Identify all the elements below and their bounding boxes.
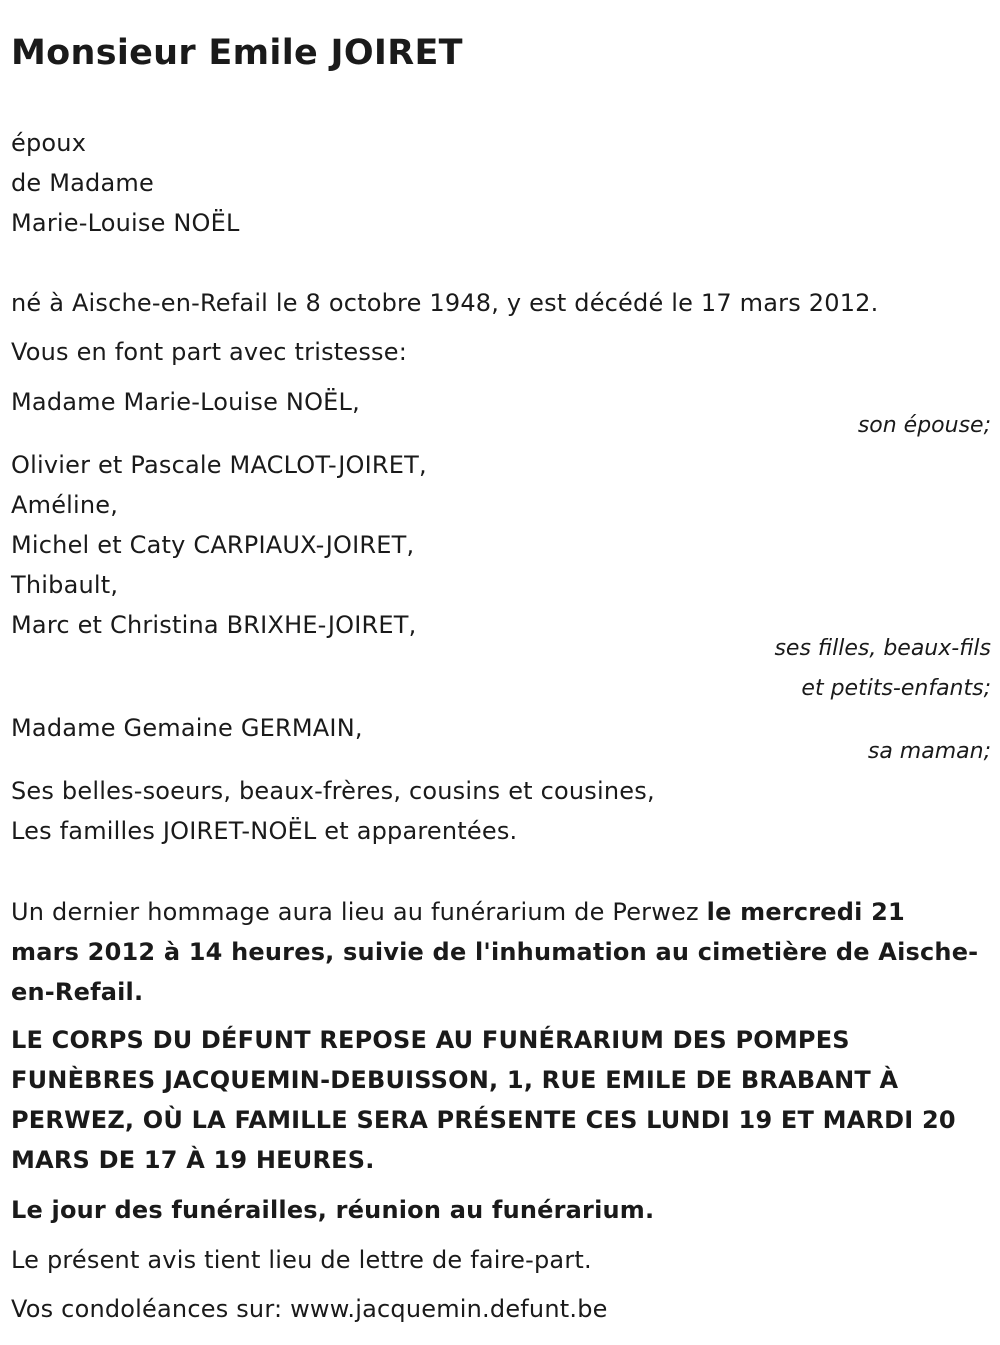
spouse-intro-line-1: époux xyxy=(11,129,87,157)
viewing-paragraph: LE CORPS DU DÉFUNT REPOSE AU FUNÉRARIUM DES POMPES FUNÈBRES JACQUEMIN-DEBUISSON, 1, RUE EMILE DE BRABANT À PERWEZ, OÙ LA FAMILLE SERA PRÉSENTE CES LUNDI 19 ET MARDI 20 MARS DE 17 À 19 HEURES. xyxy=(11,1026,956,1174)
wife-name: Madame Marie-Louise NOËL, xyxy=(11,388,360,416)
wife-role: son épouse; xyxy=(857,413,991,438)
spouse-intro-line-3: Marie-Louise NOËL xyxy=(11,209,240,237)
ceremony-details: le mercredi 21 mars 2012 à 14 heures, suivie de l'inhumation au cimetière de Aische-en-Refail. xyxy=(11,898,979,1006)
deceased-name: Monsieur Emile JOIRET xyxy=(11,33,463,73)
condolences-line: Vos condoléances sur: www.jacquemin.defunt.be xyxy=(11,1295,608,1323)
spouse-intro-line-2: de Madame xyxy=(11,169,154,197)
funeral-meeting-line: Le jour des funérailles, réunion au funérarium. xyxy=(11,1196,655,1224)
children-role-line-1: ses filles, beaux-fils xyxy=(774,636,991,661)
mother-name: Madame Gemaine GERMAIN, xyxy=(11,714,363,742)
ceremony-intro: Un dernier hommage aura lieu au funérarium de Perwez xyxy=(11,898,707,926)
children-role-line-2: et petits-enfants; xyxy=(801,676,991,701)
birth-death-line: né à Aische-en-Refail le 8 octobre 1948, y est décédé le 17 mars 2012. xyxy=(11,289,879,317)
child-line-2: Améline, xyxy=(11,491,119,519)
child-line-3: Michel et Caty CARPIAUX-JOIRET, xyxy=(11,531,415,559)
notice-line: Le présent avis tient lieu de lettre de faire-part. xyxy=(11,1246,592,1274)
ceremony-paragraph xyxy=(11,892,979,1012)
announcement-line: Vous en font part avec tristesse: xyxy=(11,338,408,366)
child-line-5: Marc et Christina BRIXHE-JOIRET, xyxy=(11,611,417,639)
child-line-4: Thibault, xyxy=(11,571,119,599)
child-line-1: Olivier et Pascale MACLOT-JOIRET, xyxy=(11,451,427,479)
relatives-line-1: Ses belles-soeurs, beaux-frères, cousins et cousines, xyxy=(11,777,655,805)
mother-role: sa maman; xyxy=(867,739,991,764)
relatives-line-2: Les familles JOIRET-NOËL et apparentées. xyxy=(11,817,518,845)
